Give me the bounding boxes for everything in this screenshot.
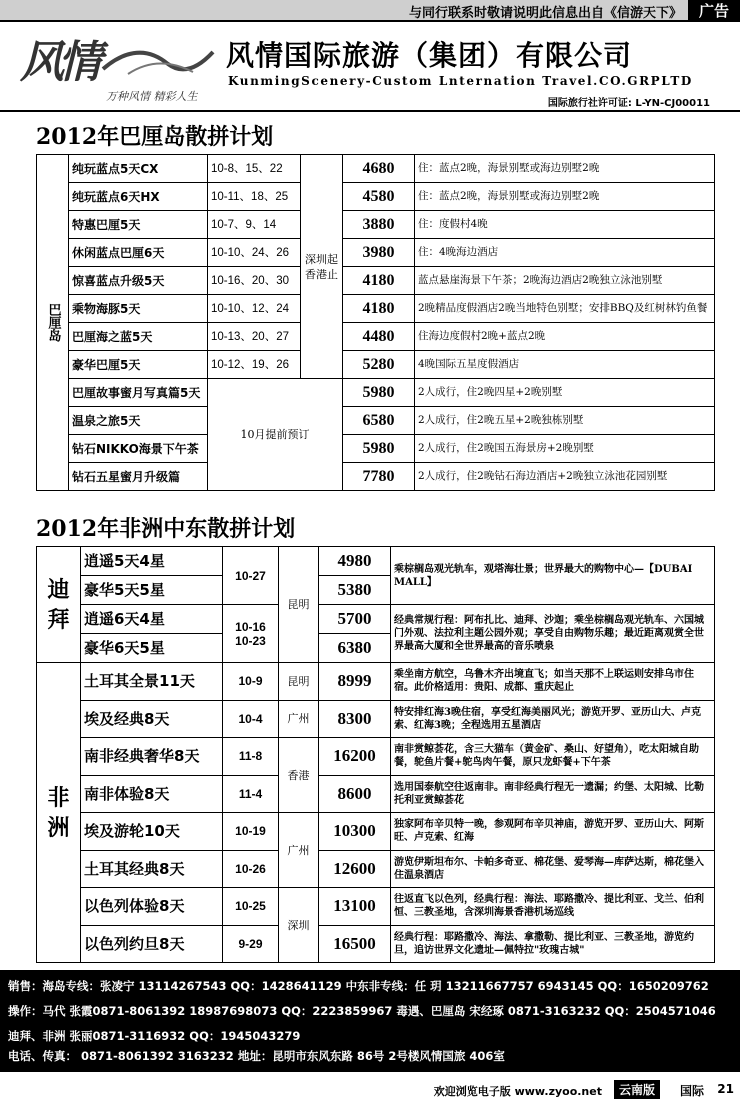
- departure-city: 昆明: [279, 547, 319, 663]
- departure-city: 深圳起香港止: [301, 155, 343, 379]
- tour-name: 特惠巴厘5天: [69, 211, 208, 239]
- table-row: [37, 323, 715, 351]
- tour-price: 3880: [343, 211, 415, 239]
- tour-name: 土耳其经典8天: [81, 850, 223, 888]
- table-row: [37, 888, 715, 926]
- tour-price: 6380: [319, 634, 391, 663]
- departure-dates: 10-25: [223, 888, 279, 926]
- departure-city: 广州: [279, 700, 319, 738]
- tour-name: 逍遥6天4星: [81, 605, 223, 634]
- departure-dates: 10-26: [223, 850, 279, 888]
- departure-dates: 10-16 10-23: [223, 605, 279, 663]
- table-row: [37, 738, 715, 776]
- tour-note: 2人成行，住2晚钻石海边酒店+2晚独立泳池花园别墅: [415, 463, 715, 491]
- company-name-cn: 风情国际旅游（集团）有限公司: [226, 39, 633, 72]
- page-number: 21: [717, 1082, 734, 1096]
- table-row: [37, 850, 715, 888]
- departure-dates: 10-27: [223, 547, 279, 605]
- tour-note: 2人成行，住2晚国五海景房+2晚别墅: [415, 435, 715, 463]
- tour-price: 5280: [343, 351, 415, 379]
- tour-name: 以色列约旦8天: [81, 925, 223, 963]
- tour-note: 经典常规行程：阿布扎比、迪拜、沙迦；乘坐棕榈岛观光轨车、六国城门外观、法拉利主题公园外观；享受自由购物乐趣；最近距离观赏全世界最高大厦和全世界最高的音乐喷泉: [391, 605, 715, 663]
- departure-dates: 10-8、15、22: [208, 155, 301, 183]
- source-notice: 与同行联系时敬请说明此信息出自《信游天下》: [408, 6, 682, 21]
- table-row: [37, 211, 715, 239]
- tour-name: 乘物海豚5天: [69, 295, 208, 323]
- table-row: [37, 407, 715, 435]
- tour-note: 住：蓝点2晚，海景别墅或海边别墅2晚: [415, 155, 715, 183]
- tour-price: 4480: [343, 323, 415, 351]
- company-name-en: KunmingScenery-Custom Lnternation Travel.CO.GRPLTD: [228, 74, 693, 88]
- group-booking-note: 10月提前预订: [208, 379, 343, 491]
- region-cell-africa: 非洲: [37, 663, 81, 963]
- footer-sales: 销售：海岛专线：张凌宁 13114267543 QQ：1428641129 中东非专线：任 玥 13211667757 6943145 QQ：1650209762: [8, 979, 709, 993]
- table-row: [37, 295, 715, 323]
- tour-name: 钻石NIKKO海景下午茶: [69, 435, 208, 463]
- license-number: 国际旅行社许可证: L-YN-CJ00011: [547, 98, 710, 109]
- tour-price: 8600: [319, 775, 391, 813]
- tour-name: 惊喜蓝点升级5天: [69, 267, 208, 295]
- tour-price: 5380: [319, 576, 391, 605]
- departure-dates: 10-13、20、27: [208, 323, 301, 351]
- footer-dubai-africa: 迪拜、非洲 张丽0871-3116932 QQ：1945043279: [8, 1029, 301, 1043]
- tour-name: 休闲蓝点巴厘6天: [69, 239, 208, 267]
- bali-section-title: 2012年巴厘岛散拼计划: [36, 124, 274, 150]
- tour-price: 16500: [319, 925, 391, 963]
- table-row: [37, 155, 715, 183]
- departure-dates: 9-29: [223, 925, 279, 963]
- tour-name: 土耳其全景11天: [81, 663, 223, 701]
- tour-note: 经典行程：耶路撒冷、海法、拿撒勒、提比利亚、三教圣地，游览约旦，追访世界文化遗址—佩特拉"玫瑰古城": [391, 925, 715, 963]
- africa-table: [36, 546, 715, 963]
- departure-dates: 10-16、20、30: [208, 267, 301, 295]
- departure-dates: 10-10、12、24: [208, 295, 301, 323]
- table-row: [37, 663, 715, 701]
- table-row: [37, 605, 715, 634]
- departure-city: 香港: [279, 738, 319, 813]
- tour-name: 纯玩蓝点5天CX: [69, 155, 208, 183]
- top-bar: [0, 0, 740, 22]
- tour-name: 巴厘海之蓝5天: [69, 323, 208, 351]
- tour-name: 南非体验8天: [81, 775, 223, 813]
- tour-price: 7780: [343, 463, 415, 491]
- logo-swoosh-icon: [98, 44, 218, 84]
- tour-price: 4180: [343, 295, 415, 323]
- table-row: [37, 700, 715, 738]
- tour-note: 南非赏鲸荟花，含三大猫车（黄金矿、桑山、好望角），吃太阳城自助餐，鸵鱼片餐+鸵鸟肉午餐，原只龙虾餐+下午茶: [391, 738, 715, 776]
- tour-note: 乘坐南方航空，乌鲁木齐出境直飞；如当天那不上联运则安排乌市住宿。此价格适用：贵阳、成都、重庆起止: [391, 663, 715, 701]
- edition-tag: 云南版: [614, 1080, 660, 1099]
- tour-note: 住：蓝点2晚，海景别墅或海边别墅2晚: [415, 183, 715, 211]
- tour-name: 钻石五星蜜月升级篇: [69, 463, 208, 491]
- departure-city: 广州: [279, 813, 319, 888]
- tour-note: 4晚国际五星度假酒店: [415, 351, 715, 379]
- tour-note: 住海边度假村2晚+蓝点2晚: [415, 323, 715, 351]
- tour-note: 2人成行，住2晚四星+2晚别墅: [415, 379, 715, 407]
- tour-name: 豪华5天5星: [81, 576, 223, 605]
- table-row: [37, 183, 715, 211]
- departure-city: 深圳: [279, 888, 319, 963]
- tour-name: 逍遥5天4星: [81, 547, 223, 576]
- tour-price: 4580: [343, 183, 415, 211]
- logo-slogan: 万种风情 精彩人生: [106, 90, 198, 103]
- tour-price: 8300: [319, 700, 391, 738]
- tour-price: 4680: [343, 155, 415, 183]
- departure-dates: 10-12、19、26: [208, 351, 301, 379]
- tour-note: 2人成行，住2晚五星+2晚独栋别墅: [415, 407, 715, 435]
- footer-address: 电话、传真： 0871-8061392 3163232 地址：昆明市东风东路 86号 2号楼风情国旅 406室: [8, 1049, 505, 1063]
- departure-dates: 10-9: [223, 663, 279, 701]
- departure-dates: 10-10、24、26: [208, 239, 301, 267]
- table-row: [37, 239, 715, 267]
- tour-note: 蓝点悬崖海景下午茶；2晚海边酒店2晚独立泳池别墅: [415, 267, 715, 295]
- tour-name: 埃及游轮10天: [81, 813, 223, 851]
- category-label: 国际: [679, 1084, 704, 1098]
- header: [0, 22, 740, 112]
- table-row: [37, 463, 715, 491]
- departure-dates: 10-4: [223, 700, 279, 738]
- bali-table: [36, 154, 715, 491]
- table-row: [37, 925, 715, 963]
- tour-price: 13100: [319, 888, 391, 926]
- tour-note: 特安排红海3晚住宿，享受红海美丽风光；游览开罗、亚历山大、卢克索、红海3晚；全程选用五星酒店: [391, 700, 715, 738]
- tour-note: 选用国泰航空往返南非。南非经典行程无一遗漏；约堡、太阳城、比勒托利亚赏鲸荟花: [391, 775, 715, 813]
- tour-price: 16200: [319, 738, 391, 776]
- tour-price: 12600: [319, 850, 391, 888]
- tour-price: 3980: [343, 239, 415, 267]
- region-cell-dubai: 迪拜: [37, 547, 81, 663]
- website-link[interactable]: 欢迎浏览电子版 www.zyoo.net: [433, 1085, 602, 1098]
- table-row: [37, 351, 715, 379]
- departure-dates: 11-4: [223, 775, 279, 813]
- departure-city: 昆明: [279, 663, 319, 701]
- departure-dates: 10-11、18、25: [208, 183, 301, 211]
- tour-note: 2晚精品度假酒店2晚当地特色别墅；安排BBQ及红树林钓鱼餐: [415, 295, 715, 323]
- tour-name: 埃及经典8天: [81, 700, 223, 738]
- tour-name: 纯玩蓝点6天HX: [69, 183, 208, 211]
- tour-name: 豪华巴厘5天: [69, 351, 208, 379]
- departure-dates: 11-8: [223, 738, 279, 776]
- ad-tag: 广告: [688, 0, 740, 22]
- company-logo: [18, 26, 218, 106]
- tour-note: 往返直飞以色列，经典行程：海法、耶路撒冷、提比利亚、戈兰、伯利恒、三教圣地，含深圳海景香港机场巡线: [391, 888, 715, 926]
- tour-price: 8999: [319, 663, 391, 701]
- tour-name: 以色列体验8天: [81, 888, 223, 926]
- departure-dates: 10-19: [223, 813, 279, 851]
- tour-note: 住：度假村4晚: [415, 211, 715, 239]
- contact-footer: [0, 970, 740, 1072]
- tour-price: 10300: [319, 813, 391, 851]
- table-row: [37, 775, 715, 813]
- tour-price: 5980: [343, 435, 415, 463]
- tour-note: 住：4晚海边酒店: [415, 239, 715, 267]
- tour-price: 5980: [343, 379, 415, 407]
- table-row: [37, 547, 715, 576]
- table-row: [37, 267, 715, 295]
- table-row: [37, 435, 715, 463]
- footer-operations: 操作：马代 张霞0871-8061392 18987698073 QQ：2223859967 毒遇、巴厘岛 宋经琢 0871-3163232 QQ：2504571046: [8, 1004, 716, 1018]
- tour-name: 温泉之旅5天: [69, 407, 208, 435]
- tour-name: 巴厘故事蜜月写真篇5天: [69, 379, 208, 407]
- africa-section-title: 2012年非洲中东散拼计划: [36, 516, 296, 542]
- table-row: [37, 379, 715, 407]
- logo-glyph: 风情: [20, 37, 96, 88]
- tour-name: 豪华6天5星: [81, 634, 223, 663]
- table-row: [37, 813, 715, 851]
- tour-price: 4980: [319, 547, 391, 576]
- tour-price: 4180: [343, 267, 415, 295]
- tour-price: 6580: [343, 407, 415, 435]
- region-cell-bali: 巴厘岛: [37, 155, 69, 491]
- tour-name: 南非经典奢华8天: [81, 738, 223, 776]
- tour-note: 独家阿布辛贝特一晚，参观阿布辛贝神庙，游览开罗、亚历山大、阿斯旺、卢克索、红海: [391, 813, 715, 851]
- tour-note: 乘棕榈岛观光轨车，观塔海壮景；世界最大的购物中心—【DUBAI MALL】: [391, 547, 715, 605]
- tour-note: 游览伊斯坦布尔、卡帕多奇亚、棉花堡、爱琴海—库萨达斯，棉花堡入住温泉酒店: [391, 850, 715, 888]
- tour-price: 5700: [319, 605, 391, 634]
- departure-dates: 10-7、9、14: [208, 211, 301, 239]
- page-bottom: [0, 1076, 740, 1100]
